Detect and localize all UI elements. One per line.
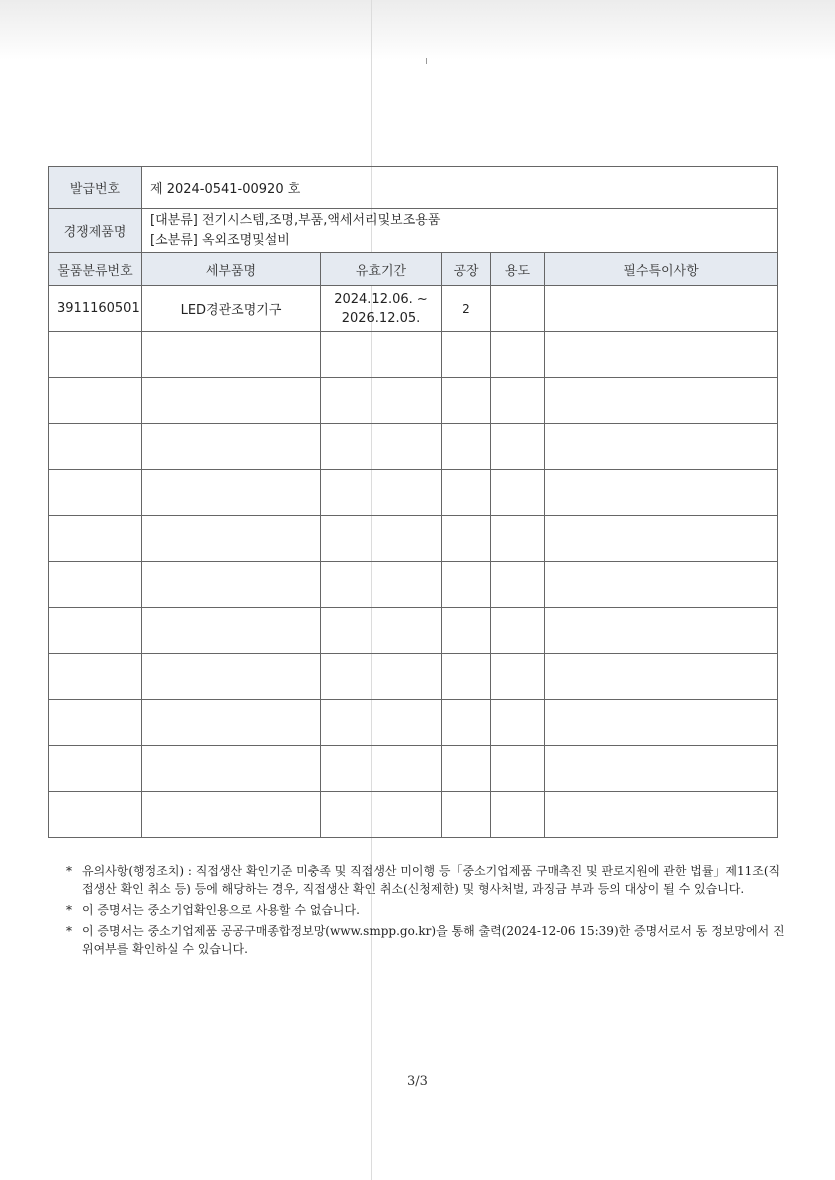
- note-item: [66, 901, 786, 919]
- empty-cell: [321, 424, 442, 470]
- empty-cell: [442, 746, 491, 792]
- empty-cell: [545, 378, 778, 424]
- note-bullet: *: [66, 903, 72, 917]
- product-name-label: 경쟁제품명: [49, 209, 142, 253]
- empty-cell: [49, 700, 142, 746]
- table-row: [49, 424, 778, 470]
- empty-cell: [442, 378, 491, 424]
- empty-cell: [49, 378, 142, 424]
- note-bullet: *: [66, 864, 72, 878]
- note-text-usage: 이 증명서는 중소기업확인용으로 사용할 수 없습니다.: [82, 903, 360, 917]
- empty-cell: [442, 608, 491, 654]
- empty-cell: [491, 654, 545, 700]
- empty-cell: [49, 332, 142, 378]
- empty-cell: [442, 654, 491, 700]
- empty-cell: [49, 470, 142, 516]
- empty-cell: [321, 562, 442, 608]
- empty-cell: [142, 470, 321, 516]
- empty-cell: [142, 746, 321, 792]
- empty-cell: [321, 608, 442, 654]
- note-text-verification: 이 증명서는 중소기업제품 공공구매종합정보망(www.smpp.go.kr)을 통해 출력(2024-12-06 15:39)한 증명서로서 동 정보망에서 진위여부를 확인하실 수 있습니다.: [82, 924, 785, 956]
- header-item-name: 세부품명: [142, 253, 321, 286]
- item-name-cell: LED경관조명기구: [142, 286, 321, 332]
- table-row: [49, 562, 778, 608]
- header-use: 용도: [491, 253, 545, 286]
- empty-cell: [49, 424, 142, 470]
- empty-cell: [142, 516, 321, 562]
- empty-cell: [545, 562, 778, 608]
- empty-cell: [545, 516, 778, 562]
- empty-cell: [321, 746, 442, 792]
- empty-cell: [142, 378, 321, 424]
- empty-cell: [545, 424, 778, 470]
- empty-rows: [49, 332, 778, 838]
- table-row: [49, 332, 778, 378]
- note-item: [66, 922, 786, 958]
- header-plant: 공장: [442, 253, 491, 286]
- category-major: [대분류] 전기시스템,조명,부품,액세서리및보조용품: [150, 212, 441, 228]
- empty-cell: [321, 792, 442, 838]
- empty-cell: [545, 654, 778, 700]
- special-notes-cell: [545, 286, 778, 332]
- empty-cell: [491, 700, 545, 746]
- empty-cell: [321, 332, 442, 378]
- empty-cell: [142, 332, 321, 378]
- scan-mark: [426, 58, 427, 64]
- issue-number-label: 발급번호: [49, 167, 142, 209]
- period-end: 2026.12.05.: [341, 310, 421, 326]
- empty-cell: [545, 746, 778, 792]
- empty-cell: [442, 700, 491, 746]
- certificate-table: [48, 166, 778, 838]
- table-row: [49, 654, 778, 700]
- empty-cell: [321, 378, 442, 424]
- period-start: 2024.12.06. ~: [334, 291, 428, 307]
- valid-period-cell: [321, 286, 442, 332]
- empty-cell: [442, 516, 491, 562]
- empty-cell: [142, 608, 321, 654]
- empty-cell: [442, 332, 491, 378]
- empty-cell: [321, 470, 442, 516]
- notes-section: [66, 862, 786, 961]
- issue-number-value: 제 2024-0541-00920 호: [142, 167, 778, 209]
- empty-cell: [49, 608, 142, 654]
- table-row: [49, 700, 778, 746]
- table-row: [49, 608, 778, 654]
- empty-cell: [321, 700, 442, 746]
- empty-cell: [491, 608, 545, 654]
- empty-cell: [442, 792, 491, 838]
- empty-cell: [442, 470, 491, 516]
- product-category-cell: [142, 209, 778, 253]
- scan-shade: [0, 0, 835, 60]
- empty-cell: [142, 654, 321, 700]
- note-text-legal: 유의사항(행정조치) : 직접생산 확인기준 미충족 및 직접생산 미이행 등「중소기업제품 구매촉진 및 판로지원에 관한 법률」제11조(직접생산 확인 취소 등) 등에 해당하는 경우, 직접생산 확인 취소(신청제한) 및 형사처벌, 과징금 부과 등의 대상이 될 수 있습니다.: [82, 864, 781, 896]
- issue-number-row: [49, 167, 778, 209]
- table-row: [49, 378, 778, 424]
- empty-cell: [545, 470, 778, 516]
- table-header-row: [49, 253, 778, 286]
- empty-cell: [491, 378, 545, 424]
- table-row: [49, 470, 778, 516]
- empty-cell: [49, 654, 142, 700]
- empty-cell: [442, 424, 491, 470]
- note-item: [66, 862, 786, 898]
- plant-cell: 2: [442, 286, 491, 332]
- empty-cell: [142, 792, 321, 838]
- empty-cell: [142, 424, 321, 470]
- table-row: [49, 286, 778, 332]
- empty-cell: [491, 516, 545, 562]
- empty-cell: [545, 332, 778, 378]
- empty-cell: [491, 792, 545, 838]
- empty-cell: [49, 562, 142, 608]
- note-bullet: *: [66, 924, 72, 938]
- header-valid-period: 유효기간: [321, 253, 442, 286]
- empty-cell: [491, 470, 545, 516]
- empty-cell: [545, 792, 778, 838]
- empty-cell: [545, 608, 778, 654]
- page-number: 3/3: [407, 1074, 428, 1089]
- category-minor: [소분류] 옥외조명및설비: [150, 232, 290, 248]
- empty-cell: [321, 654, 442, 700]
- table-row: [49, 792, 778, 838]
- empty-cell: [49, 746, 142, 792]
- header-classification-no: 물품분류번호: [49, 253, 142, 286]
- empty-cell: [545, 700, 778, 746]
- empty-cell: [49, 516, 142, 562]
- table-row: [49, 516, 778, 562]
- table-row: [49, 746, 778, 792]
- product-name-row: [49, 209, 778, 253]
- empty-cell: [49, 792, 142, 838]
- empty-cell: [321, 516, 442, 562]
- empty-cell: [442, 562, 491, 608]
- empty-cell: [491, 562, 545, 608]
- classification-no-cell: 3911160501: [49, 286, 142, 332]
- empty-cell: [491, 332, 545, 378]
- use-cell: [491, 286, 545, 332]
- empty-cell: [142, 700, 321, 746]
- empty-cell: [491, 746, 545, 792]
- empty-cell: [142, 562, 321, 608]
- header-special-notes: 필수특이사항: [545, 253, 778, 286]
- empty-cell: [491, 424, 545, 470]
